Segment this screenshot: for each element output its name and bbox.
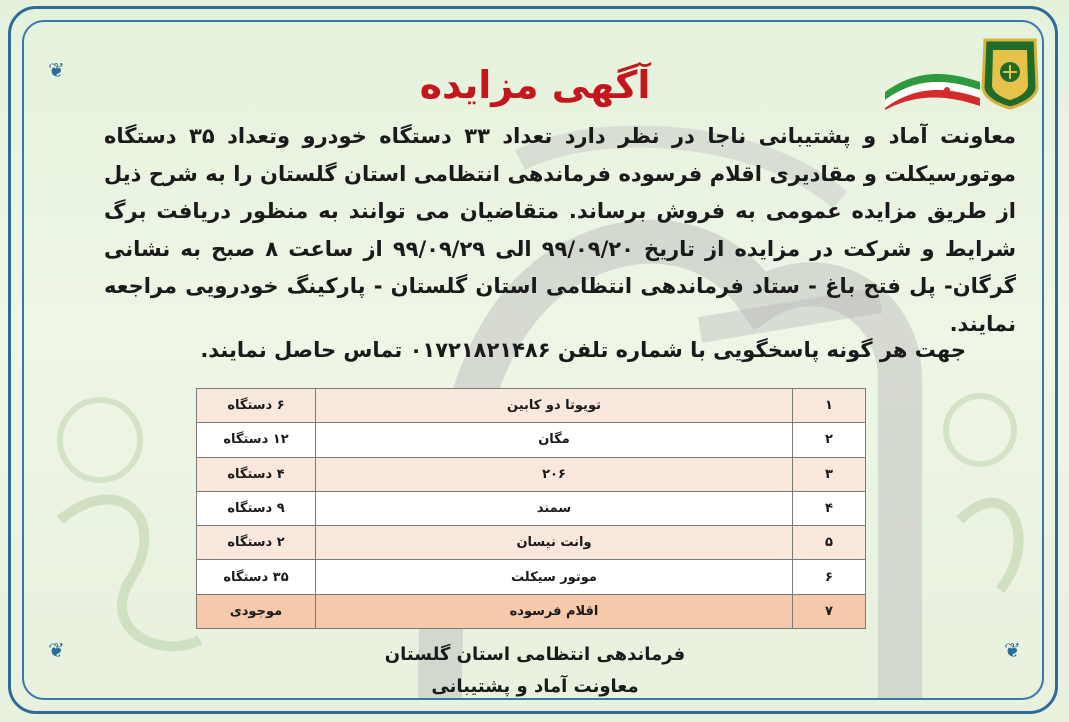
item-name: اقلام فرسوده bbox=[316, 594, 793, 628]
table-row bbox=[197, 594, 866, 628]
row-number: ۵ bbox=[793, 526, 866, 560]
footer-organization: فرماندهی انتظامی استان گلستان bbox=[384, 644, 686, 665]
table-row bbox=[197, 491, 866, 525]
row-number: ۶ bbox=[793, 560, 866, 594]
row-number: ۷ bbox=[793, 594, 866, 628]
item-name: سمند bbox=[316, 491, 793, 525]
row-number: ۱ bbox=[793, 389, 866, 423]
police-emblem-flag-icon bbox=[885, 30, 1045, 110]
item-quantity: موجودی bbox=[197, 594, 316, 628]
items-table bbox=[196, 388, 866, 629]
table-row bbox=[197, 389, 866, 423]
item-quantity: ۹ دستگاه bbox=[197, 491, 316, 525]
item-name: ۲۰۶ bbox=[316, 457, 793, 491]
row-number: ۳ bbox=[793, 457, 866, 491]
table-row bbox=[197, 423, 866, 457]
item-name: وانت نیسان bbox=[316, 526, 793, 560]
announcement-body: معاونت آماد و پشتیبانی ناجا در نظر دارد تعداد ۳۳ دستگاه خودرو وتعداد ۳۵ دستگاه موتورسیکلت و مقادیری اقلام فرسوده فرماندهی انتظامی استان گلستان را به شرح ذیل از طریق مزایده عمومی به فروش برساند. متقاضیان می توانند به منظور دریافت برگ شرایط و شرکت در مزایده از تاریخ ۹۹/۰۹/۲۰ الی ۹۹/۰۹/۲۹ از ساعت ۸ صبح به نشانی گرگان- پل فتح باغ - ستاد فرماندهی انتظامی استان گلستان - پارکینگ خودرویی مراجعه نمایند. bbox=[104, 124, 1016, 336]
corner-ornament-icon: ❦ bbox=[1004, 638, 1021, 662]
item-name: تویوتا دو کابین bbox=[316, 389, 793, 423]
table-row bbox=[197, 457, 866, 491]
item-quantity: ۳۵ دستگاه bbox=[197, 560, 316, 594]
footer-department: معاونت آماد و پشتیبانی bbox=[431, 676, 639, 697]
item-name: موتور سیکلت bbox=[316, 560, 793, 594]
table-row bbox=[197, 526, 866, 560]
table-row bbox=[197, 560, 866, 594]
item-quantity: ۶ دستگاه bbox=[197, 389, 316, 423]
item-quantity: ۲ دستگاه bbox=[197, 526, 316, 560]
page-title: آگهی مزایده bbox=[419, 63, 651, 107]
row-number: ۲ bbox=[793, 423, 866, 457]
item-name: مگان bbox=[316, 423, 793, 457]
item-quantity: ۴ دستگاه bbox=[197, 457, 316, 491]
contact-line: جهت هر گونه پاسخگویی با شماره تلفن ۰۱۷۲۱۸۲۱۴۸۶ تماس حاصل نمایند. bbox=[200, 338, 966, 362]
corner-ornament-icon: ❦ bbox=[48, 638, 65, 662]
item-quantity: ۱۲ دستگاه bbox=[197, 423, 316, 457]
row-number: ۴ bbox=[793, 491, 866, 525]
corner-ornament-icon: ❦ bbox=[48, 58, 65, 82]
